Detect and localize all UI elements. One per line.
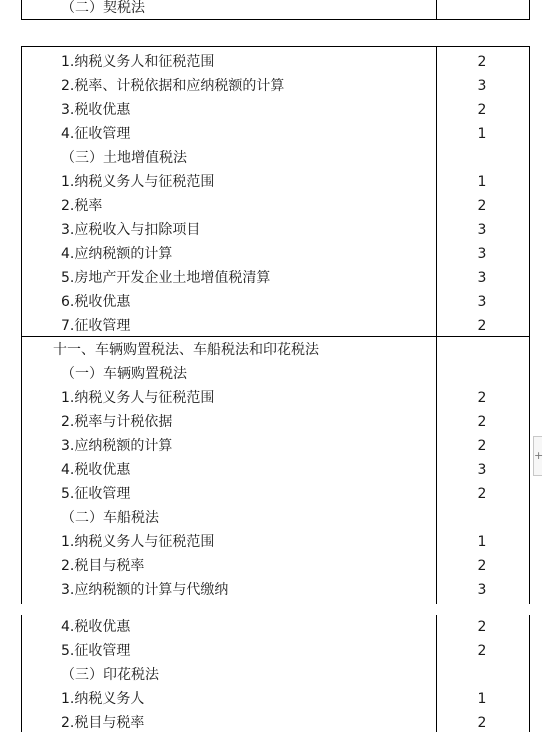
row-value: 1: [477, 174, 487, 190]
table-row: [0, 687, 541, 711]
table-row: [0, 410, 541, 434]
row-label: 2.税率与计税依据: [61, 414, 173, 430]
row-label: 1.纳税义务人和征税范围: [61, 54, 215, 70]
row-label: 1.纳税义务人: [61, 691, 145, 707]
row-label: 4.应纳税额的计算: [61, 246, 173, 262]
row-value: 2: [477, 486, 487, 502]
row-label: 4.税收优惠: [61, 619, 131, 635]
row-value: 3: [477, 246, 487, 262]
table-row: [0, 458, 541, 482]
row-value: 2: [477, 102, 487, 118]
table-row: [0, 314, 541, 338]
table-row: [0, 146, 541, 170]
row-value: 3: [477, 294, 487, 310]
table-row: [0, 386, 541, 410]
table-row: [0, 242, 541, 266]
row-label: 4.税收优惠: [61, 462, 131, 478]
row-value: 1: [477, 691, 487, 707]
row-label: 十一、车辆购置税法、车船税法和印花税法: [53, 342, 319, 358]
table-row: [0, 74, 541, 98]
row-label: 5.房地产开发企业土地增值税清算: [61, 270, 271, 286]
row-value: 2: [477, 438, 487, 454]
row-value: 2: [477, 558, 487, 574]
row-value: 2: [477, 414, 487, 430]
row-label: 2.税目与税率: [61, 558, 145, 574]
table-row: [0, 98, 541, 122]
expand-tab-icon[interactable]: +: [533, 436, 542, 476]
row-label: 6.税收优惠: [61, 294, 131, 310]
row-value: 2: [477, 318, 487, 334]
table-top-border: [21, 46, 530, 47]
table-row: [0, 711, 541, 735]
row-value: 3: [477, 462, 487, 478]
row-label: 7.征收管理: [61, 318, 131, 334]
row-label: （二）契税法: [61, 0, 145, 16]
table-row: [0, 578, 541, 602]
row-value: 1: [477, 534, 487, 550]
row-value: 3: [477, 78, 487, 94]
table-row: [0, 663, 541, 687]
row-value: 2: [477, 715, 487, 731]
table-row: [0, 362, 541, 386]
table-row: [0, 434, 541, 458]
page-2: [0, 38, 541, 604]
table-row: [0, 194, 541, 218]
row-label: 5.征收管理: [61, 643, 131, 659]
table-row: [0, 122, 541, 146]
row-label: 5.征收管理: [61, 486, 131, 502]
page-fragment-1: [0, 0, 541, 20]
row-value: 1: [477, 126, 487, 142]
row-label: （一）车辆购置税法: [61, 366, 187, 382]
row-label: 3.应税收入与扣除项目: [61, 222, 201, 238]
table-row: [0, 218, 541, 242]
row-label: 2.税率: [61, 198, 103, 214]
row-label: 3.税收优惠: [61, 102, 131, 118]
table-row: [0, 554, 541, 578]
row-label: （二）车船税法: [61, 510, 159, 526]
row-label: 1.纳税义务人与征税范围: [61, 534, 215, 550]
table-row: [0, 506, 541, 530]
row-label: 3.应纳税额的计算: [61, 438, 173, 454]
page-3: [0, 615, 541, 732]
table-row: [0, 0, 541, 20]
table-row: [0, 482, 541, 506]
table-row: [0, 290, 541, 314]
row-label: （三）土地增值税法: [61, 150, 187, 166]
row-value: 3: [477, 222, 487, 238]
row-value: 2: [477, 54, 487, 70]
table-row: [0, 530, 541, 554]
table-row: [0, 615, 541, 639]
row-value: 3: [477, 270, 487, 286]
table-row: [0, 266, 541, 290]
row-value: 2: [477, 619, 487, 635]
chapter-heading: [0, 338, 541, 362]
row-value: 2: [477, 390, 487, 406]
row-value: 2: [477, 198, 487, 214]
row-label: 2.税目与税率: [61, 715, 145, 731]
table-row: [0, 170, 541, 194]
table-row: [0, 50, 541, 74]
row-label: 1.纳税义务人与征税范围: [61, 390, 215, 406]
row-value: 3: [477, 582, 487, 598]
row-label: （三）印花税法: [61, 667, 159, 683]
row-label: 2.税率、计税依据和应纳税额的计算: [61, 78, 285, 94]
table-row: [0, 639, 541, 663]
row-value: 2: [477, 643, 487, 659]
row-label: 4.征收管理: [61, 126, 131, 142]
row-label: 3.应纳税额的计算与代缴纳: [61, 582, 229, 598]
row-label: 1.纳税义务人与征税范围: [61, 174, 215, 190]
